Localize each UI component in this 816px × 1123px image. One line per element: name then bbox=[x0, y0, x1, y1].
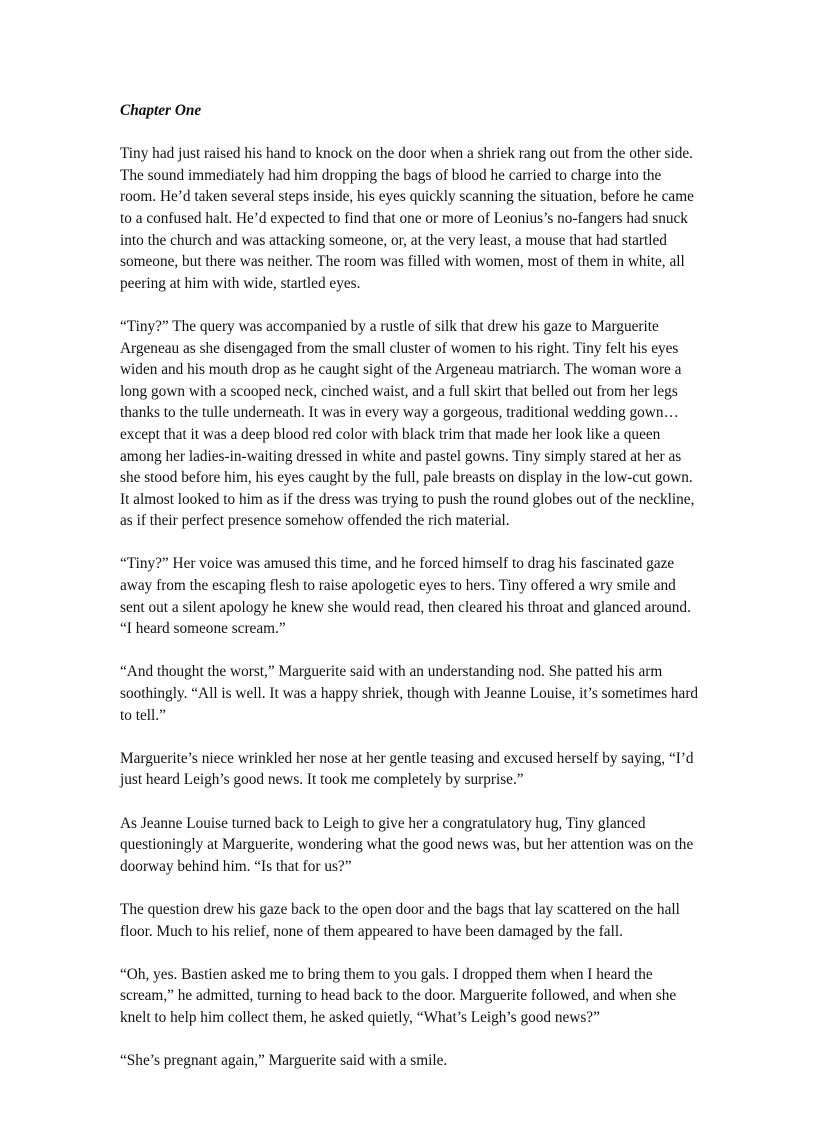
paragraph: “She’s pregnant again,” Marguerite said with a smile. bbox=[120, 1052, 448, 1070]
paragraph: As Jeanne Louise turned back to Leigh to give her a congratulatory hug, Tiny glanced questioningly at Marguerite, wondering what the good news was, but her attention was on the doorway behind him. “Is that for us?” bbox=[120, 814, 694, 875]
paragraph: “Tiny?” Her voice was amused this time, and he forced himself to drag his fascinated gaze away from the escaping flesh to raise apologetic eyes to hers. Tiny offered a wry smile and sent out a silent apology he knew she would read, then cleared his throat and glanced around. “I heard someone scream.” bbox=[120, 555, 691, 638]
paragraph: “And thought the worst,” Marguerite said with an understanding nod. She patted his arm soothingly. “All is well. It was a happy shriek, though with Jeanne Louise, it’s sometimes hard to tell.” bbox=[120, 663, 699, 724]
paragraph: The question drew his gaze back to the open door and the bags that lay scattered on the hall floor. Much to his relief, none of them appeared to have been damaged by the fall. bbox=[120, 900, 680, 940]
paragraph: Marguerite’s niece wrinkled her nose at her gentle teasing and excused herself by saying, “I’d just heard Leigh’s good news. It took me completely by surprise.” bbox=[120, 749, 694, 789]
chapter-body bbox=[120, 100, 700, 1093]
paragraph: “Oh, yes. Bastien asked me to bring them to you gals. I dropped them when I heard the scream,” he admitted, turning to head back to the door. Marguerite followed, and when she knelt to help him collect them, he asked quietly, “What’s Leigh’s good news?” bbox=[120, 965, 677, 1026]
chapter-title: Chapter One bbox=[120, 102, 202, 119]
paragraph: “Tiny?” The query was accompanied by a rustle of silk that drew his gaze to Marguerite Argeneau as she disengaged from the small cluster of women to his right. Tiny felt his eyes widen and his mouth drop as he caught sight of the Argeneau matriarch. The woman wore a long gown with a scooped neck, cinched waist, and a full skirt that belled out from her legs thanks to the tulle underneath. It was in every way a gorgeous, traditional wedding gown… except that it was a deep blood red color with black trim that made her look like a queen among her ladies-in-waiting dressed in white and pastel gowns. Tiny simply stared at her as she stood before him, his eyes caught by the full, pale breasts on display in the low-cut gown. It almost looked to him as if the dress was trying to push the round globes out of the neckline, as if their perfect presence somehow offended the rich material. bbox=[120, 317, 695, 530]
paragraph: Tiny had just raised his hand to knock on the door when a shriek rang out from the other side. The sound immediately had him dropping the bags of blood he carried to charge into the room. He’d taken several steps inside, his eyes quickly scanning the situation, before he came to a confused halt. He’d expected to find that one or more of Leonius’s no-fangers had snuck into the church and was attacking someone, or, at the very least, a mouse that had startled someone, but there was neither. The room was filled with women, most of them in white, all peering at him with wide, startled eyes. bbox=[120, 145, 694, 292]
